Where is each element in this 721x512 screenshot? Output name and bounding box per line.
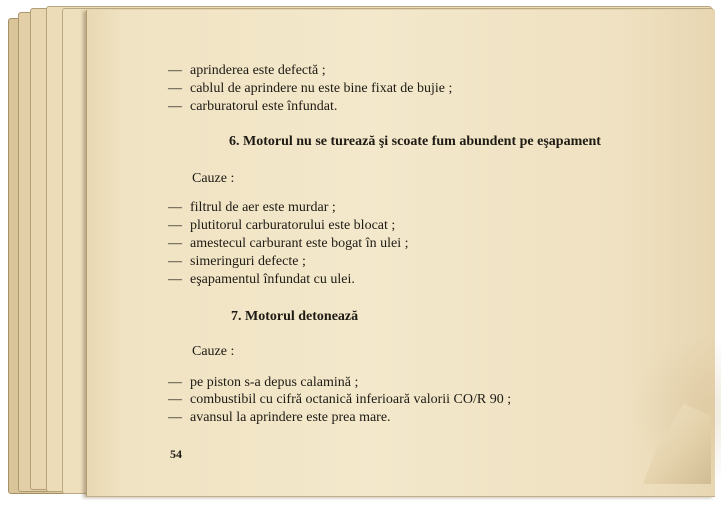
causes-label: Cauze : [192, 344, 235, 359]
list-item: — carburatorul este înfundat. [168, 99, 338, 114]
list-item: — simeringuri defecte ; [168, 254, 306, 269]
list-item: — aprinderea este defectă ; [168, 63, 326, 78]
list-item: — plutitorul carburatorului este blocat ; [168, 218, 396, 233]
section-heading: 7. Motorul detonează [231, 309, 359, 324]
list-item: — avansul la aprindere este prea mare. [168, 410, 391, 425]
list-item: — filtrul de aer este murdar ; [168, 200, 336, 215]
list-item: — combustibil cu cifră octanică inferioară valorii CO/R 90 ; [168, 392, 512, 407]
page-number: 54 [170, 447, 182, 461]
list-item: — cablul de aprindere nu este bine fixat de bujie ; [168, 81, 453, 96]
causes-label: Cauze : [192, 171, 235, 186]
list-item: — eşapamentul înfundat cu ulei. [168, 272, 355, 287]
list-item: — pe piston s-a depus calamină ; [168, 375, 359, 390]
section-heading: 6. Motorul nu se turează şi scoate fum abundent pe eşapament [229, 134, 601, 149]
list-item: — amestecul carburant este bogat în ulei ; [168, 236, 409, 251]
